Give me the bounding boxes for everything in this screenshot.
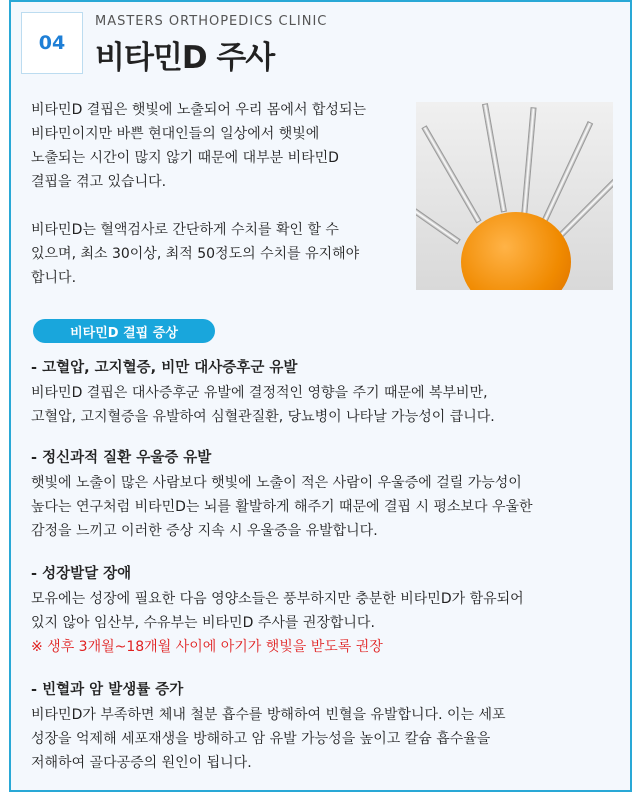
symptom-section: [31, 678, 621, 775]
symptom-note: ※ 생후 3개월~18개월 사이에 아기가 햇빛을 받도록 권장: [31, 639, 383, 655]
symptoms-badge: 비타민D 결핍 증상: [33, 319, 215, 343]
clinic-name: MASTERS ORTHOPEDICS CLINIC: [95, 14, 328, 29]
symptom-title: - 빈혈과 암 발생률 증가: [31, 682, 184, 698]
intro-text: 비타민D 결핍은 햇빛에 노출되어 우리 몸에서 합성되는 비타민이지만 바쁜 현대인들의 일상에서 햇빛에 노출되는 시간이 많지 않기 때문에 대부분 비타민D 결핍을 겪고 있습니다. 비타민D는 혈액검사로 간단하게 수치를 확인 할 수 있으며, 최소 30이상, 최적 50정도의 수치를 유지해야 합니다.: [31, 102, 367, 286]
symptom-title: - 성장발달 장애: [31, 566, 132, 582]
page-title: 비타민D 주사: [95, 40, 275, 76]
symptom-section: [31, 562, 621, 659]
symptom-section: [31, 446, 621, 543]
symptom-body: 비타민D가 부족하면 체내 철분 흡수를 방해하여 빈혈을 유발합니다. 이는 세포 성장을 억제해 세포재생을 방해하고 암 유발 가능성을 높이고 칼슘 흡수율을 저해하여 골다공증의 원인이 됩니다.: [31, 707, 506, 771]
symptom-title: - 고혈압, 고지혈증, 비만 대사증후군 유발: [31, 360, 298, 376]
symptom-body: 모유에는 성장에 필요한 다음 영양소들은 풍부하지만 충분한 비타민D가 함유되어 있지 않아 임산부, 수유부는 비타민D 주사를 권장합니다.: [31, 591, 524, 631]
section-number: 04: [21, 12, 83, 74]
symptom-title: - 정신과적 질환 우울증 유발: [31, 450, 212, 466]
symptom-body: 비타민D 결핍은 대사증후군 유발에 결정적인 영향을 주기 때문에 복부비만, 고혈압, 고지혈증을 유발하여 심혈관질환, 당뇨병이 나타날 가능성이 큽니다.: [31, 385, 495, 425]
syringes-orange-image: [416, 102, 613, 290]
content-card: [9, 0, 632, 792]
symptom-section: [31, 356, 621, 429]
symptom-body: 햇빛에 노출이 많은 사람보다 햇빛에 노출이 적은 사람이 우울증에 걸릴 가능성이 높다는 연구처럼 비타민D는 뇌를 활발하게 해주기 때문에 결핍 시 평소보다 우울한 감정을 느끼고 이러한 증상 지속 시 우울증을 유발합니다.: [31, 475, 533, 539]
